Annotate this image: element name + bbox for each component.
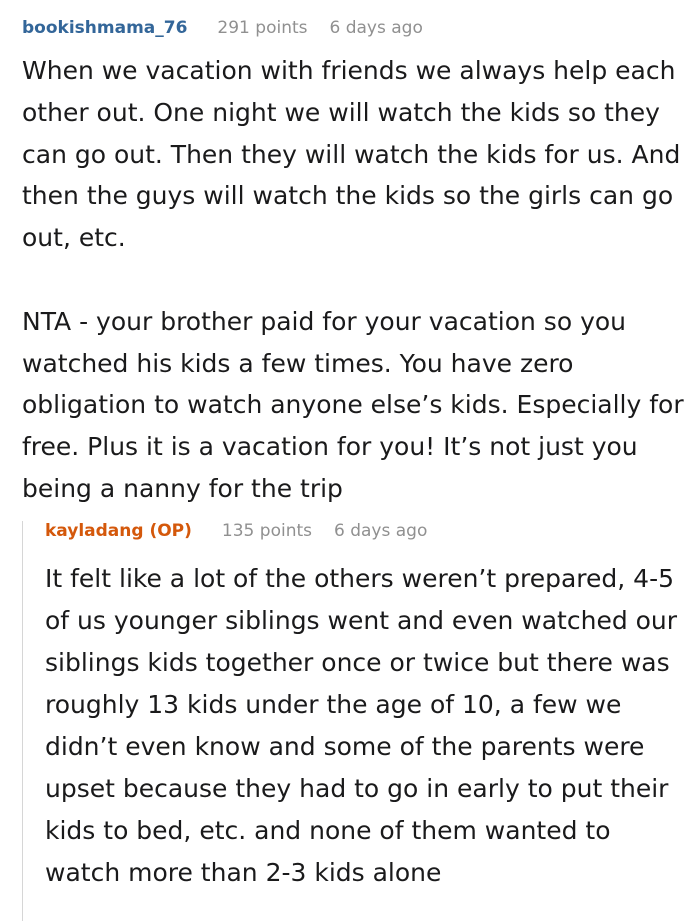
comment-time[interactable]: 6 days ago <box>329 18 423 38</box>
comment-meta <box>22 18 700 44</box>
reply-comment <box>22 521 700 921</box>
comment-body <box>22 50 692 510</box>
reply-time[interactable]: 6 days ago <box>334 521 428 541</box>
reply-points: 135 points <box>221 521 312 541</box>
reply-username[interactable]: kayladang (OP) <box>45 521 192 541</box>
comment-username[interactable]: bookishmama_76 <box>22 18 188 38</box>
comment-paragraph-1: When we vacation with friends we always help each other out. One night we will watch the kids so they can go out. Then they will watch the kids for us. And then the guys will watch the kids so the girls can go out, etc. <box>22 56 681 253</box>
reply-meta <box>45 521 700 549</box>
reply-body: It felt like a lot of the others weren’t prepared, 4-5 of us younger siblings went and even watched our siblings kids together once or twice but there was roughly 13 kids under the age of 10, a few we didn’t even know and some of the parents were upset because they had to go in early to put their kids to bed, etc. and none of them wanted to watch more than 2-3 kids alone <box>45 564 678 887</box>
comment-paragraph-2: NTA - your brother paid for your vacation so you watched his kids a few times. You have zero obligation to watch anyone else’s kids. Especially for free. Plus it is a vacation for you! It’s not just you being a nanny for the trip <box>22 306 684 503</box>
comment-points: 291 points <box>217 18 308 38</box>
